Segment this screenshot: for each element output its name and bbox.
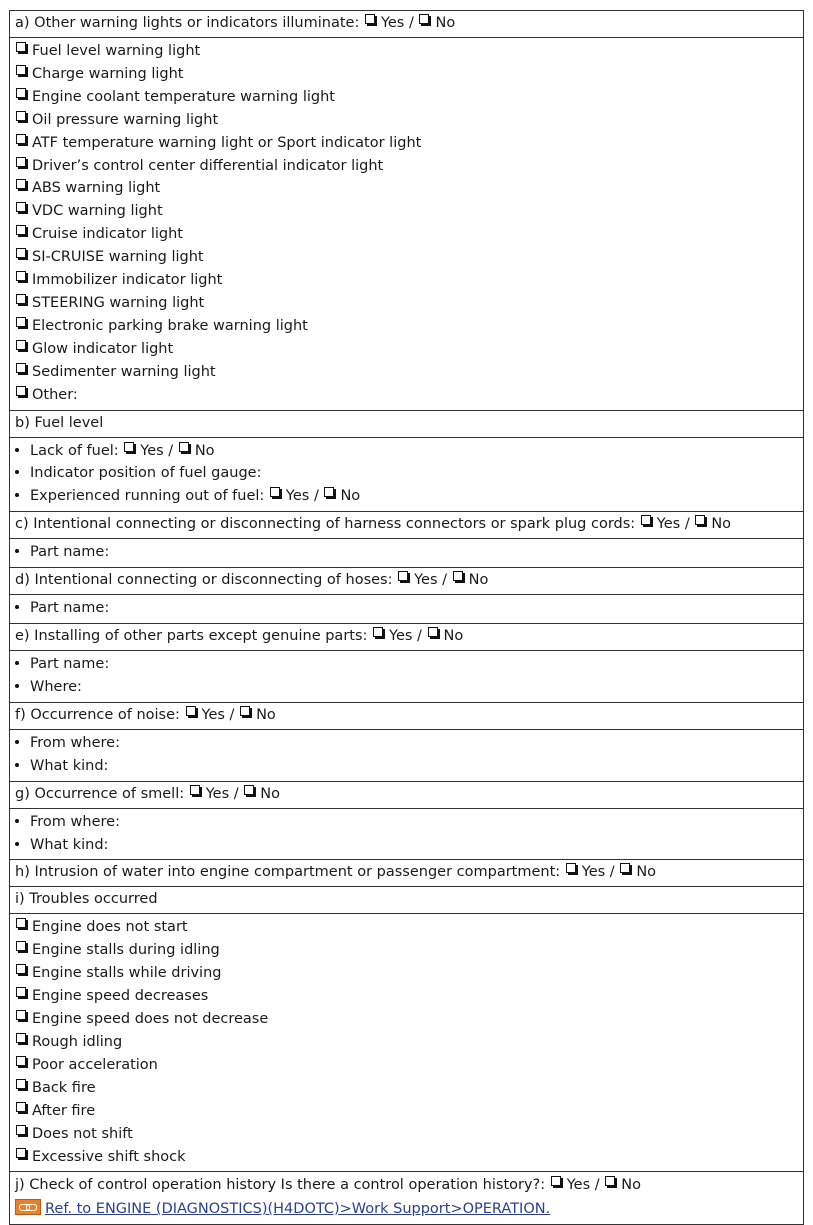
checkbox-icon[interactable] bbox=[186, 706, 196, 716]
section-i-header bbox=[10, 887, 804, 914]
checkbox-icon[interactable] bbox=[124, 442, 134, 452]
list-item bbox=[15, 1077, 798, 1100]
list-item bbox=[15, 361, 798, 384]
checkbox-icon[interactable] bbox=[428, 627, 438, 637]
list-item bbox=[15, 597, 798, 620]
checkbox-icon[interactable] bbox=[398, 571, 408, 581]
section-d-header: d) Intentional connecting or disconnecting of hoses: Yes / No bbox=[10, 568, 804, 595]
list-item bbox=[15, 732, 798, 755]
section-g-header-row bbox=[10, 781, 804, 808]
section-i-header-row bbox=[10, 887, 804, 914]
list-item bbox=[15, 177, 798, 200]
section-i-body-row bbox=[10, 914, 804, 1172]
list-item bbox=[15, 1054, 798, 1077]
item-label: From where: bbox=[30, 813, 120, 830]
checkbox-icon[interactable] bbox=[16, 1010, 26, 1020]
item-label: Experienced running out of fuel: bbox=[30, 488, 265, 505]
item-label: Charge warning light bbox=[32, 65, 184, 82]
bullet-icon bbox=[15, 740, 19, 744]
section-c-header: c) Intentional connecting or disconnecting of harness connectors or spark plug cords: Yes / No bbox=[10, 512, 804, 539]
item-label: Engine speed decreases bbox=[32, 988, 209, 1005]
bullet-icon bbox=[15, 661, 19, 665]
section-h-header-row bbox=[10, 860, 804, 887]
section-c-title: c) Intentional connecting or disconnecting of harness connectors or spark plug cords: bbox=[15, 516, 636, 533]
checkbox-icon[interactable] bbox=[566, 863, 576, 873]
section-b-header bbox=[10, 410, 804, 437]
checkbox-icon[interactable] bbox=[16, 248, 26, 258]
item-label: Other: bbox=[32, 386, 78, 403]
section-a-header-row bbox=[10, 11, 804, 38]
item-label: Where: bbox=[30, 678, 82, 695]
item-label: Electronic parking brake warning light bbox=[32, 317, 308, 334]
yes-label: Yes bbox=[389, 628, 413, 645]
list-item bbox=[15, 541, 798, 564]
item-label: Oil pressure warning light bbox=[32, 111, 219, 128]
checkbox-icon[interactable] bbox=[16, 271, 26, 281]
checkbox-icon[interactable] bbox=[16, 111, 26, 121]
list-item bbox=[15, 462, 798, 485]
section-a-body bbox=[10, 38, 804, 411]
checklist-table bbox=[9, 10, 804, 1225]
item-label: Immobilizer indicator light bbox=[32, 272, 223, 289]
section-j-row bbox=[10, 1172, 804, 1225]
section-a-body-row bbox=[10, 38, 804, 411]
item-label: Lack of fuel: bbox=[30, 442, 119, 459]
section-c-body-row bbox=[10, 539, 804, 568]
checkbox-icon[interactable] bbox=[16, 65, 26, 75]
item-label: Glow indicator light bbox=[32, 340, 174, 357]
checkbox-icon[interactable] bbox=[16, 941, 26, 951]
checkbox-icon[interactable] bbox=[16, 987, 26, 997]
list-item bbox=[15, 755, 798, 778]
list-item bbox=[15, 1031, 798, 1054]
checkbox-icon[interactable] bbox=[16, 134, 26, 144]
item-label: Poor acceleration bbox=[32, 1056, 158, 1073]
section-e-header-row bbox=[10, 624, 804, 651]
checkbox-icon[interactable] bbox=[365, 14, 375, 24]
reference-link-row[interactable] bbox=[15, 1197, 798, 1221]
list-item bbox=[15, 916, 798, 939]
list-item bbox=[15, 962, 798, 985]
section-a-header: a) Other warning lights or indicators illuminate: Yes / No bbox=[10, 11, 804, 38]
checkbox-icon[interactable] bbox=[695, 515, 705, 525]
item-label: Part name: bbox=[30, 544, 110, 561]
section-g-title: g) Occurrence of smell: bbox=[15, 785, 185, 802]
list-item bbox=[15, 315, 798, 338]
checkbox-icon[interactable] bbox=[605, 1176, 615, 1186]
section-i-title: i) Troubles occurred bbox=[15, 891, 158, 908]
checkbox-icon[interactable] bbox=[16, 964, 26, 974]
checkbox-icon[interactable] bbox=[16, 42, 26, 52]
link-icon[interactable] bbox=[15, 1199, 41, 1215]
list-item bbox=[15, 985, 798, 1008]
checkbox-icon[interactable] bbox=[16, 1079, 26, 1089]
list-item bbox=[15, 269, 798, 292]
item-label: Part name: bbox=[30, 600, 110, 617]
section-e-header: e) Installing of other parts except genuine parts: Yes / No bbox=[10, 624, 804, 651]
list-item bbox=[15, 1008, 798, 1031]
list-item bbox=[15, 1100, 798, 1123]
section-b-title: b) Fuel level bbox=[15, 414, 104, 431]
section-f-header-row bbox=[10, 702, 804, 729]
diagnosis-checklist bbox=[9, 10, 804, 1225]
section-g-header: g) Occurrence of smell: Yes / No bbox=[10, 781, 804, 808]
section-d-header-row bbox=[10, 568, 804, 595]
section-b-body-row bbox=[10, 437, 804, 512]
yes-label: Yes bbox=[201, 706, 225, 723]
section-e-title: e) Installing of other parts except genuine parts: bbox=[15, 628, 368, 645]
list-item bbox=[15, 155, 798, 178]
checkbox-icon[interactable] bbox=[16, 294, 26, 304]
yes-label: Yes bbox=[205, 785, 230, 802]
section-d-body-row bbox=[10, 595, 804, 624]
checkbox-icon[interactable] bbox=[16, 340, 26, 350]
no-label: No bbox=[621, 1177, 641, 1194]
no-label: No bbox=[636, 864, 657, 881]
item-label: Rough idling bbox=[32, 1034, 123, 1050]
list-item bbox=[15, 1123, 798, 1146]
yes-label: Yes bbox=[380, 15, 405, 31]
item-label: Indicator position of fuel gauge: bbox=[30, 465, 262, 482]
list-item bbox=[15, 676, 798, 699]
bullet-icon bbox=[15, 470, 19, 474]
checkbox-icon[interactable] bbox=[373, 627, 383, 637]
list-item bbox=[15, 939, 798, 962]
list-item bbox=[15, 384, 798, 407]
section-h-header: h) Intrusion of water into engine compartment or passenger compartment: Yes / No bbox=[10, 860, 804, 887]
checkbox-icon[interactable] bbox=[16, 202, 26, 212]
checkbox-icon[interactable] bbox=[641, 515, 651, 525]
section-d-title: d) Intentional connecting or disconnecting of hoses: bbox=[15, 572, 393, 589]
item-label: Engine stalls while driving bbox=[32, 965, 222, 982]
section-e-body bbox=[10, 651, 804, 703]
bullet-icon bbox=[15, 763, 19, 767]
list-item bbox=[15, 86, 798, 109]
checkbox-icon[interactable] bbox=[16, 1102, 26, 1112]
item-label: Engine speed does not decrease bbox=[32, 1011, 269, 1028]
bullet-icon bbox=[15, 842, 19, 846]
checkbox-icon[interactable] bbox=[179, 442, 189, 452]
no-label: No bbox=[256, 706, 276, 723]
no-label: No bbox=[260, 785, 280, 802]
section-i-body bbox=[10, 914, 804, 1172]
section-a-title: a) Other warning lights or indicators illuminate: bbox=[15, 15, 360, 31]
checkbox-icon[interactable] bbox=[270, 487, 280, 497]
yes-label: Yes bbox=[656, 516, 681, 533]
checkbox-icon[interactable] bbox=[551, 1176, 561, 1186]
list-item bbox=[15, 1146, 798, 1169]
checkbox-icon[interactable] bbox=[16, 225, 26, 235]
no-label: No bbox=[443, 628, 464, 645]
section-j-body bbox=[10, 1172, 804, 1225]
yes-label: Yes bbox=[566, 1177, 591, 1194]
section-b-header-row bbox=[10, 410, 804, 437]
yes-label: Yes bbox=[581, 864, 606, 881]
checkbox-icon[interactable] bbox=[244, 785, 254, 795]
yes-label: Yes bbox=[285, 488, 310, 505]
checkbox-icon[interactable] bbox=[16, 157, 26, 167]
checkbox-icon[interactable] bbox=[16, 1033, 26, 1043]
item-label: Fuel level warning light bbox=[32, 43, 201, 59]
list-item bbox=[15, 109, 798, 132]
checkbox-icon[interactable] bbox=[453, 571, 463, 581]
list-item bbox=[15, 834, 798, 857]
item-label: Part name: bbox=[30, 656, 110, 673]
section-f-header: f) Occurrence of noise: Yes / No bbox=[10, 702, 804, 729]
checkbox-icon[interactable] bbox=[16, 386, 26, 396]
checkbox-icon[interactable] bbox=[240, 706, 250, 716]
list-item: Lack of fuel: Yes / No bbox=[15, 440, 798, 463]
checkbox-icon[interactable] bbox=[419, 14, 429, 24]
no-label: No bbox=[340, 488, 361, 505]
section-g-body bbox=[10, 808, 804, 860]
yes-label: Yes bbox=[414, 572, 438, 589]
item-label: Excessive shift shock bbox=[32, 1148, 186, 1165]
section-f-body bbox=[10, 729, 804, 781]
checkbox-icon[interactable] bbox=[16, 317, 26, 327]
item-label: Engine stalls during idling bbox=[32, 942, 220, 959]
checkbox-icon[interactable] bbox=[16, 918, 26, 928]
section-f-body-row bbox=[10, 729, 804, 781]
list-item bbox=[15, 40, 798, 63]
checkbox-icon[interactable] bbox=[16, 1056, 26, 1066]
list-item bbox=[15, 246, 798, 269]
section-d-body bbox=[10, 595, 804, 624]
item-label: From where: bbox=[30, 734, 120, 751]
list-item bbox=[15, 653, 798, 676]
item-label: STEERING warning light bbox=[32, 294, 205, 311]
no-label: No bbox=[194, 442, 215, 459]
item-label: Cruise indicator light bbox=[32, 226, 183, 243]
item-label: SI-CRUISE warning light bbox=[32, 249, 204, 266]
list-item bbox=[15, 811, 798, 834]
item-label: What kind: bbox=[30, 836, 109, 853]
section-b-body bbox=[10, 437, 804, 512]
checkbox-icon[interactable] bbox=[16, 1125, 26, 1135]
yes-label: Yes bbox=[140, 442, 164, 459]
section-j-title: j) Check of control operation history Is there a control operation history?: bbox=[15, 1177, 546, 1194]
reference-link[interactable]: Ref. to ENGINE (DIAGNOSTICS)(H4DOTC)>Work Support>OPERATION. bbox=[45, 1201, 551, 1218]
list-item bbox=[15, 223, 798, 246]
item-label: VDC warning light bbox=[32, 203, 163, 220]
item-label: Does not shift bbox=[32, 1125, 133, 1142]
item-label: What kind: bbox=[30, 757, 109, 774]
no-label: No bbox=[435, 15, 456, 31]
item-label: Driver’s control center differential indicator light bbox=[32, 157, 384, 174]
list-item bbox=[15, 292, 798, 315]
checkbox-icon[interactable] bbox=[16, 179, 26, 189]
bullet-icon bbox=[15, 684, 19, 688]
bullet-icon bbox=[15, 605, 19, 609]
section-h-title: h) Intrusion of water into engine compartment or passenger compartment: bbox=[15, 864, 561, 881]
section-f-title: f) Occurrence of noise: bbox=[15, 706, 180, 723]
section-e-body-row bbox=[10, 651, 804, 703]
checkbox-icon[interactable] bbox=[620, 863, 630, 873]
list-item bbox=[15, 338, 798, 361]
bullet-icon bbox=[15, 819, 19, 823]
item-label: ABS warning light bbox=[32, 180, 161, 197]
bullet-icon bbox=[15, 448, 19, 452]
list-item: Experienced running out of fuel: Yes / No bbox=[15, 485, 798, 508]
item-label: Engine does not start bbox=[32, 919, 188, 936]
checkbox-icon[interactable] bbox=[324, 487, 334, 497]
bullet-icon bbox=[15, 493, 19, 497]
checkbox-icon[interactable] bbox=[16, 1148, 26, 1158]
item-label: Back fire bbox=[32, 1079, 96, 1096]
section-g-body-row bbox=[10, 808, 804, 860]
item-label: Sedimenter warning light bbox=[32, 363, 216, 380]
item-label: Engine coolant temperature warning light bbox=[32, 88, 335, 105]
section-c-body bbox=[10, 539, 804, 568]
bullet-icon bbox=[15, 549, 19, 553]
item-label: After fire bbox=[32, 1102, 96, 1119]
checkbox-icon[interactable] bbox=[16, 363, 26, 373]
no-label: No bbox=[468, 572, 489, 589]
checkbox-icon[interactable] bbox=[190, 785, 200, 795]
list-item bbox=[15, 200, 798, 223]
list-item bbox=[15, 132, 798, 155]
list-item bbox=[15, 63, 798, 86]
checkbox-icon[interactable] bbox=[16, 88, 26, 98]
section-c-header-row bbox=[10, 512, 804, 539]
item-label: ATF temperature warning light or Sport indicator light bbox=[32, 134, 422, 151]
section-j-header: j) Check of control operation history Is there a control operation history?: Yes / No bbox=[15, 1177, 641, 1194]
no-label: No bbox=[711, 516, 732, 533]
